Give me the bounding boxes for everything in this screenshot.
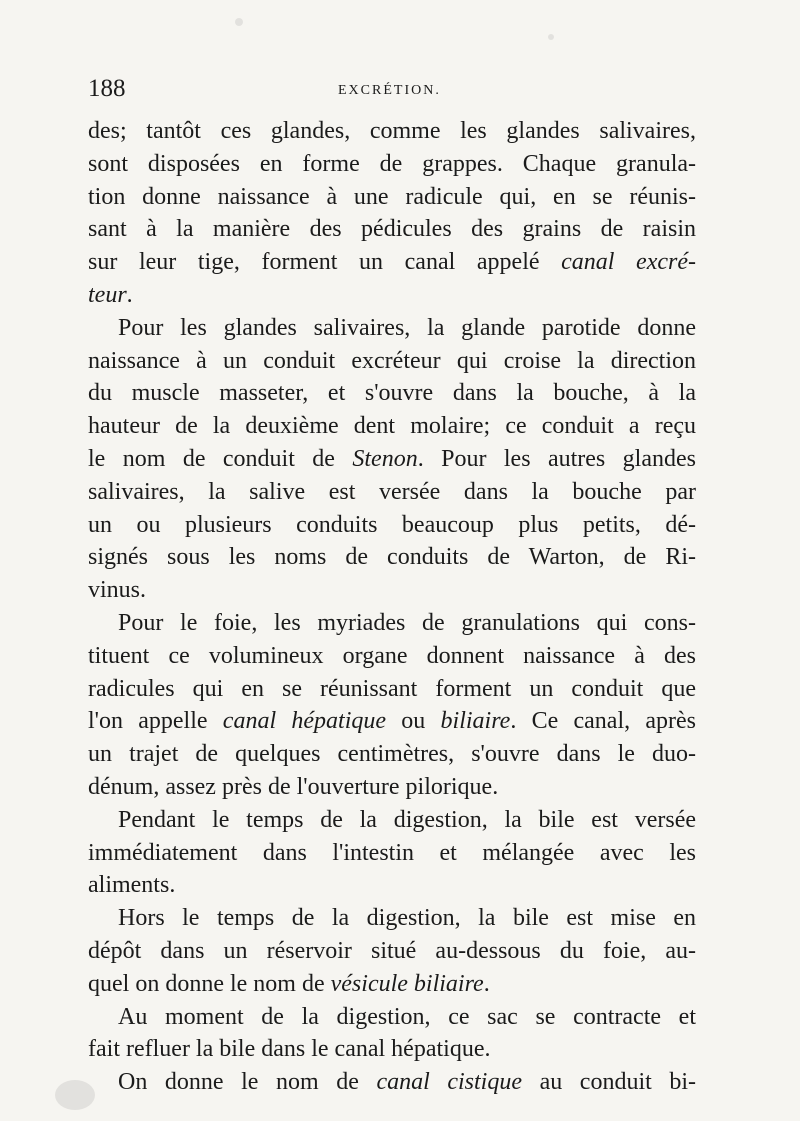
text-line: [88, 312, 696, 345]
text-segment: Pendant le temps de la digestion, la bile est versée: [118, 806, 696, 833]
text-line: [88, 509, 696, 542]
text-line: [88, 869, 696, 902]
text-segment: signés sous les noms de conduits de Warton, de Ri-: [88, 544, 696, 571]
text-segment: Pour le foie, les myriades de granulations qui cons-: [118, 609, 696, 636]
text-segment: Pour les glandes salivaires, la glande parotide donne: [118, 314, 696, 341]
text-line: [88, 1001, 696, 1034]
text-segment: . Ce canal, après: [510, 708, 696, 735]
italic-term: Stenon: [352, 445, 418, 472]
text-line: [88, 607, 696, 640]
text-line: [88, 377, 696, 410]
running-title: EXCRÉTION.: [338, 83, 441, 98]
text-segment: radicules qui en se réunissant forment un conduit que: [88, 675, 696, 702]
text-segment: l'on appelle: [88, 708, 223, 735]
text-line: [88, 443, 696, 476]
text-line: [88, 738, 696, 771]
text-line: [88, 640, 696, 673]
paper-speck: [235, 18, 243, 26]
text-line: [88, 279, 696, 312]
text-line: [88, 1033, 696, 1066]
text-line: [88, 673, 696, 706]
text-segment: sur leur tige, forment un canal appelé: [88, 249, 562, 276]
text-segment: tituent ce volumineux organe donnent naissance à des: [88, 642, 696, 669]
text-segment: . Pour les autres glandes: [417, 445, 696, 472]
text-line: [88, 115, 696, 148]
italic-term: canal hépatique: [222, 708, 387, 735]
text-line: [88, 541, 696, 574]
text-segment: ou: [386, 708, 441, 735]
text-line: [88, 1066, 696, 1099]
text-line: [88, 771, 696, 804]
text-segment: naissance à un conduit excréteur qui croise la direction: [88, 347, 696, 374]
text-segment: des; tantôt ces glandes, comme les glandes salivaires,: [88, 118, 696, 144]
text-line: [88, 705, 696, 738]
paper-speck: [548, 34, 554, 40]
text-line: [88, 968, 696, 1001]
text-segment: aliments.: [88, 872, 176, 899]
text-segment: sant à la manière des pédicules des grains de raisin: [88, 216, 696, 243]
italic-term: biliaire: [440, 708, 511, 735]
text-line: [88, 574, 696, 607]
text-line: [88, 181, 696, 214]
text-segment: tion donne naissance à une radicule qui, en se réunis-: [88, 183, 696, 210]
text-line: [88, 148, 696, 181]
text-segment: On donne le nom de: [118, 1069, 377, 1096]
text-segment: dépôt dans un réservoir situé au-dessous du foie, au-: [88, 937, 696, 964]
text-segment: dénum, assez près de l'ouverture pilorique.: [88, 773, 499, 800]
text-segment: le nom de conduit de: [88, 445, 353, 472]
text-segment: hauteur de la deuxième dent molaire; ce conduit a reçu: [88, 413, 696, 440]
text-segment: au conduit bi-: [522, 1069, 696, 1096]
text-line: [88, 410, 696, 443]
text-line: [88, 476, 696, 509]
italic-term: teur: [88, 281, 127, 308]
text-line: [88, 213, 696, 246]
italic-term: vésicule biliaire: [330, 970, 484, 997]
text-segment: .: [126, 281, 133, 308]
text-segment: immédiatement dans l'intestin et mélangée avec les: [88, 839, 696, 866]
text-segment: un ou plusieurs conduits beaucoup plus petits, dé-: [88, 511, 696, 538]
text-segment: sont disposées en forme de grappes. Chaque granula-: [88, 150, 696, 177]
text-line: [88, 345, 696, 378]
text-line: [88, 246, 696, 279]
text-segment: .: [483, 970, 490, 997]
text-segment: salivaires, la salive est versée dans la bouche par: [88, 478, 696, 505]
body-text: [88, 115, 696, 1099]
text-segment: Au moment de la digestion, ce sac se contracte et: [118, 1003, 696, 1030]
italic-term: canal excré-: [561, 249, 696, 276]
text-segment: vinus.: [88, 577, 147, 604]
text-segment: Hors le temps de la digestion, la bile est mise en: [118, 905, 696, 932]
text-segment: fait refluer la bile dans le canal hépatique.: [88, 1036, 491, 1063]
text-segment: un trajet de quelques centimètres, s'ouvre dans le duo-: [88, 741, 696, 768]
page-header: [88, 75, 692, 105]
text-line: [88, 902, 696, 935]
text-line: [88, 935, 696, 968]
text-segment: quel on donne le nom de: [88, 970, 331, 997]
text-segment: du muscle masseter, et s'ouvre dans la bouche, à la: [88, 380, 696, 407]
italic-term: canal cistique: [376, 1069, 523, 1096]
text-line: [88, 837, 696, 870]
text-line: [88, 804, 696, 837]
page-number: 188: [88, 75, 126, 102]
